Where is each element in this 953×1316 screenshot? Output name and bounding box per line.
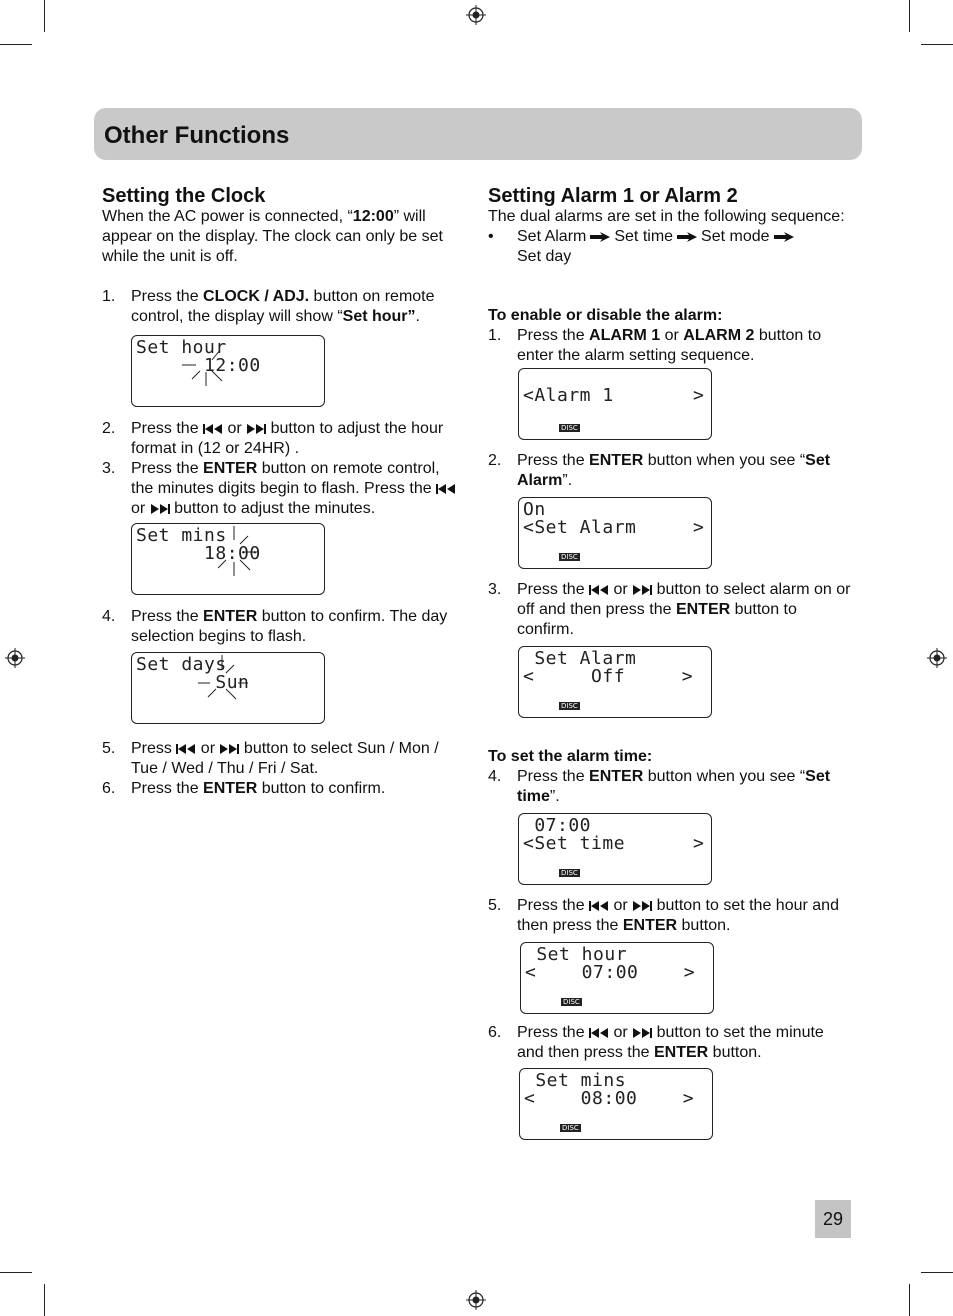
right-arrow-icon bbox=[774, 232, 794, 242]
right-column bbox=[488, 185, 853, 267]
lcd-line: 07:00 bbox=[523, 815, 592, 836]
lcd-line: <Set time > bbox=[523, 833, 705, 854]
left-step-1: 1. Press the CLOCK / ADJ. button on remote control, the display will show “Set hour”. bbox=[102, 288, 435, 325]
clock-heading: Setting the Clock bbox=[102, 185, 266, 207]
registration-mark-icon bbox=[927, 648, 947, 668]
right-step-6: 6. Press the or button to set the minute and then press the ENTER button. bbox=[488, 1024, 824, 1061]
lcd-line: Set Alarm bbox=[523, 648, 637, 669]
section-header-bar bbox=[94, 108, 862, 160]
skip-next-icon bbox=[219, 744, 239, 754]
crop-mark bbox=[0, 44, 32, 45]
skip-next-icon bbox=[632, 901, 652, 911]
lcd-display bbox=[131, 652, 325, 724]
alarm-sequence: • Set Alarm Set time Set mode Set day bbox=[488, 227, 853, 267]
flash-burst-icon bbox=[132, 524, 324, 594]
disc-indicator: DISC bbox=[561, 553, 578, 561]
crop-mark bbox=[921, 44, 953, 45]
lcd-line: 12:00 bbox=[136, 355, 261, 376]
clock-intro: When the AC power is connected, “12:00” will appear on the display. The clock can only be set while the unit is off. bbox=[102, 208, 443, 265]
lcd-line: Set days bbox=[136, 654, 227, 675]
lcd-display bbox=[520, 942, 714, 1014]
alarm-heading: Setting Alarm 1 or Alarm 2 bbox=[488, 185, 738, 207]
lcd-line: < 07:00 > bbox=[525, 962, 696, 983]
crop-mark bbox=[44, 0, 45, 32]
lcd-display bbox=[518, 497, 712, 569]
lcd-line: <Alarm 1 > bbox=[523, 385, 705, 406]
lcd-line: Set mins bbox=[524, 1070, 627, 1091]
left-step-2: 2. Press the or button to adjust the hour format in (12 or 24HR) . 3. Press the ENTER button on remote control, the minutes digits begin to flash. Press the or button to adjust the minutes. bbox=[102, 419, 462, 519]
skip-previous-icon bbox=[436, 484, 456, 494]
right-arrow-icon bbox=[677, 232, 697, 242]
crop-mark bbox=[909, 1284, 910, 1316]
lcd-line: < 08:00 > bbox=[524, 1088, 695, 1109]
lcd-display bbox=[131, 335, 325, 407]
registration-mark-icon bbox=[466, 1290, 486, 1310]
right-step-2: 2. Press the ENTER button when you see “Set Alarm”. bbox=[488, 452, 831, 489]
skip-previous-icon bbox=[589, 1028, 609, 1038]
lcd-line: On bbox=[523, 499, 546, 520]
right-enable-block: To enable or disable the alarm: 1. Press the ALARM 1 or ALARM 2 button to enter the alarm setting sequence. bbox=[488, 306, 853, 366]
left-column bbox=[102, 185, 462, 267]
crop-mark bbox=[909, 0, 910, 32]
lcd-display bbox=[518, 646, 712, 718]
lcd-line: 18:00 bbox=[136, 543, 261, 564]
alarm-intro: The dual alarms are set in the following sequence: bbox=[488, 208, 845, 225]
skip-previous-icon bbox=[203, 424, 223, 434]
right-step-3: 3. Press the or button to select alarm on or off and then press the ENTER button to confirm. bbox=[488, 581, 851, 638]
disc-indicator: DISC bbox=[561, 869, 578, 877]
lcd-display bbox=[519, 1068, 713, 1140]
registration-mark-icon bbox=[466, 5, 486, 25]
crop-mark bbox=[0, 1272, 32, 1273]
lcd-line: < Off > bbox=[523, 666, 694, 687]
enable-subheading: To enable or disable the alarm: bbox=[488, 307, 723, 324]
lcd-display bbox=[518, 368, 712, 440]
lcd-line: Set mins bbox=[136, 525, 227, 546]
lcd-line: Sun bbox=[136, 672, 250, 693]
registration-mark-icon bbox=[5, 648, 25, 668]
lcd-line: Set hour bbox=[525, 944, 628, 965]
section-title: Other Functions bbox=[104, 122, 290, 149]
right-arrow-icon bbox=[590, 232, 610, 242]
lcd-display bbox=[518, 813, 712, 885]
disc-indicator: DISC bbox=[563, 998, 580, 1006]
crop-mark bbox=[44, 1284, 45, 1316]
disc-indicator: DISC bbox=[561, 702, 578, 710]
left-step-4: 4. Press the ENTER button to confirm. The day selection begins to flash. bbox=[102, 608, 448, 645]
skip-previous-icon bbox=[176, 744, 196, 754]
skip-next-icon bbox=[632, 1028, 652, 1038]
disc-indicator: DISC bbox=[562, 1124, 579, 1132]
right-time-block: To set the alarm time: 4. Press the ENTER button when you see “Set time”. bbox=[488, 747, 853, 807]
skip-next-icon bbox=[632, 585, 652, 595]
lcd-line: <Set Alarm > bbox=[523, 517, 705, 538]
page-number: 29 bbox=[815, 1200, 851, 1238]
skip-previous-icon bbox=[589, 901, 609, 911]
crop-mark bbox=[921, 1272, 953, 1273]
skip-previous-icon bbox=[589, 585, 609, 595]
flash-burst-icon bbox=[132, 653, 324, 723]
lcd-line: Set hour bbox=[136, 337, 227, 358]
right-step-5: 5. Press the or button to set the hour and then press the ENTER button. bbox=[488, 897, 839, 934]
skip-next-icon bbox=[246, 424, 266, 434]
skip-next-icon bbox=[150, 504, 170, 514]
flash-burst-icon bbox=[132, 336, 324, 406]
left-step-5-6: 5. Press or button to select Sun / Mon / Tue / Wed / Thu / Fri / Sat. 6. Press the ENTER button to confirm. bbox=[102, 740, 439, 797]
lcd-display bbox=[131, 523, 325, 595]
disc-indicator: DISC bbox=[561, 424, 578, 432]
time-subheading: To set the alarm time: bbox=[488, 748, 653, 765]
